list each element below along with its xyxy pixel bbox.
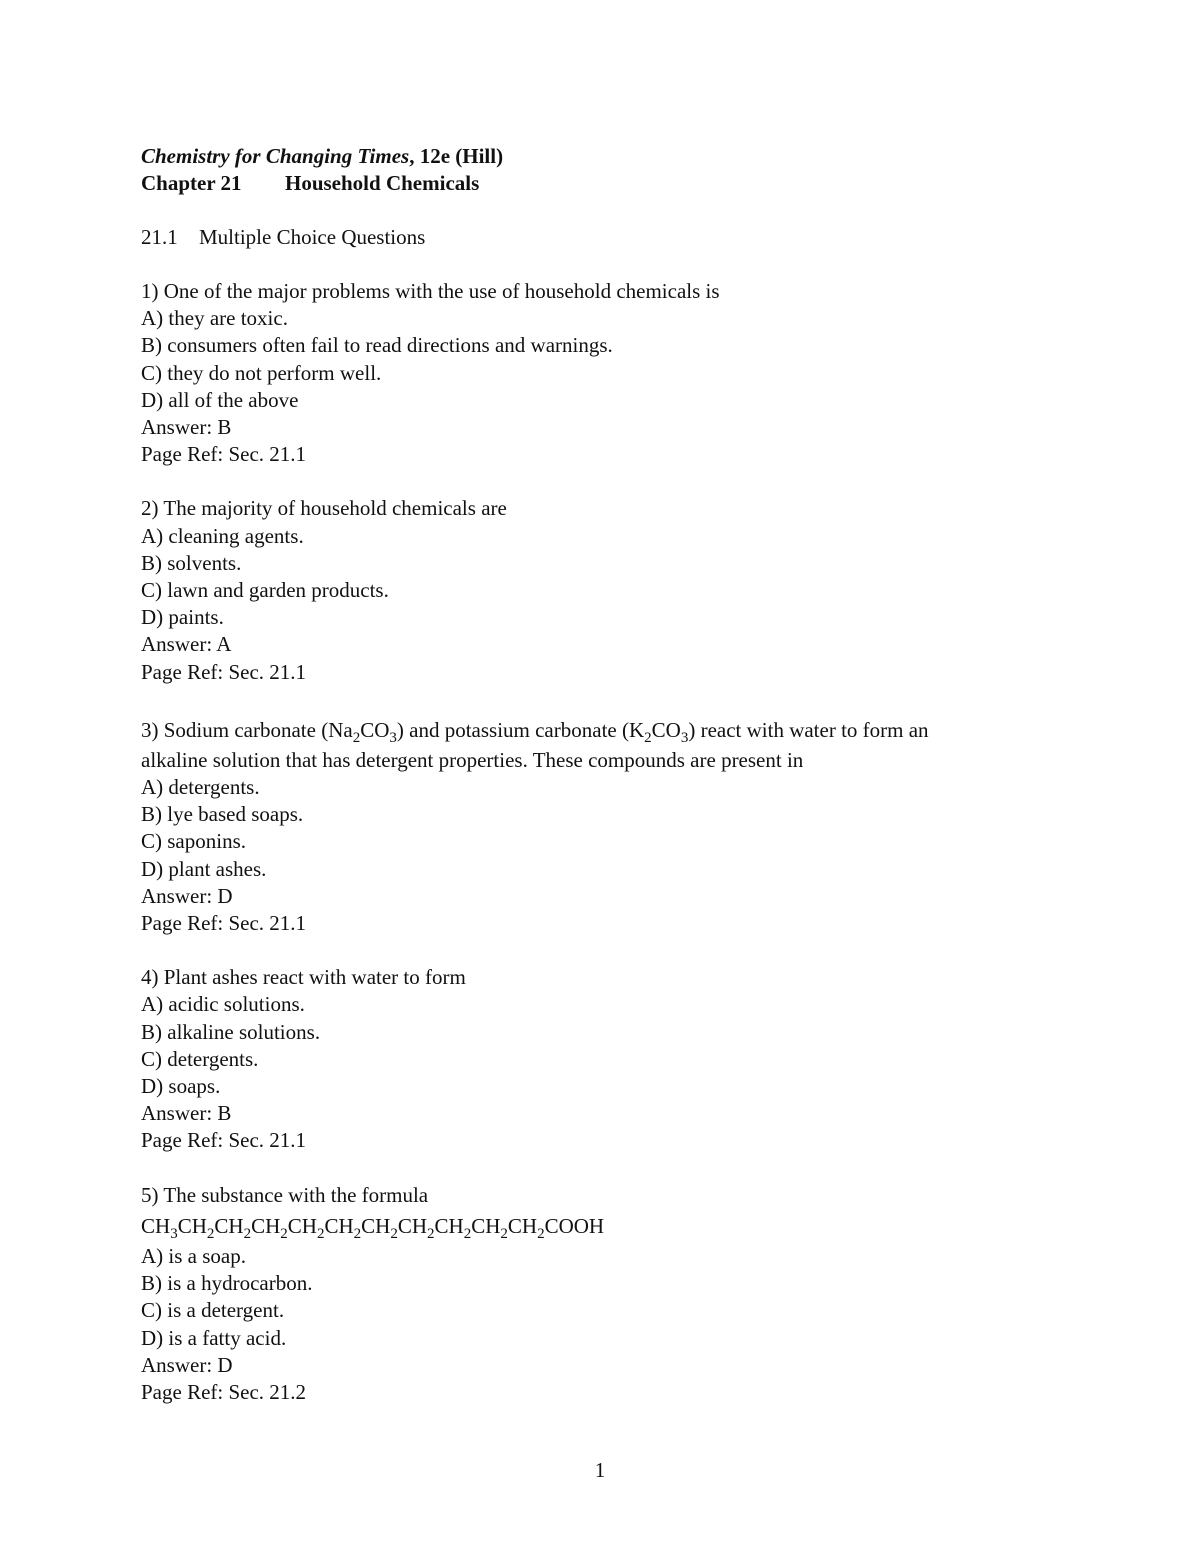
- formula-group: CH: [141, 1213, 171, 1238]
- question-5: [141, 1182, 1101, 1406]
- answer: Answer: B: [141, 415, 232, 440]
- book-title: Chemistry for Changing Times: [141, 144, 410, 168]
- chemical-formula: [141, 1209, 1101, 1243]
- question-2: [141, 495, 1101, 685]
- section-title: Multiple Choice Questions: [199, 225, 426, 249]
- question-stem-line-2: alkaline solution that has detergent properties. These compounds are present in: [141, 747, 804, 772]
- book-title-line: [141, 143, 1101, 170]
- document-page: [141, 143, 1101, 1406]
- subscript: 2: [352, 729, 361, 746]
- option-c: C) saponins.: [141, 829, 246, 854]
- question-3: [141, 713, 1101, 937]
- chapter-heading: [141, 170, 1101, 197]
- page-ref: Page Ref: Sec. 21.2: [141, 1379, 307, 1404]
- formula-group: COOH: [544, 1213, 605, 1238]
- option-b: B) solvents.: [141, 550, 242, 575]
- option-c: C) lawn and garden products.: [141, 578, 389, 603]
- stem-text: ) and potassium carbonate (K: [396, 717, 645, 742]
- option-d: D) is a fatty acid.: [141, 1325, 287, 1350]
- question-stem: 2) The majority of household chemicals are: [141, 496, 507, 521]
- page-number: 1: [594, 1458, 606, 1482]
- option-a: A) detergents.: [141, 775, 260, 800]
- formula-group: CH: [397, 1213, 427, 1238]
- option-c: C) detergents.: [141, 1046, 259, 1071]
- book-edition: , 12e (Hill): [409, 144, 504, 168]
- option-a: A) they are toxic.: [141, 306, 288, 331]
- formula-group: CH: [361, 1213, 391, 1238]
- answer: Answer: D: [141, 1352, 233, 1377]
- question-stem: 4) Plant ashes react with water to form: [141, 965, 466, 990]
- formula-subscript: 2: [316, 1225, 325, 1242]
- stem-text: 3) Sodium carbonate (Na: [141, 717, 353, 742]
- subscript: 2: [644, 729, 652, 746]
- page-ref: Page Ref: Sec. 21.1: [141, 1128, 307, 1153]
- option-a: A) cleaning agents.: [141, 523, 304, 548]
- formula-subscript: 3: [170, 1225, 178, 1242]
- formula-subscript: 2: [206, 1225, 215, 1242]
- formula-subscript: 2: [390, 1225, 398, 1242]
- stem-text: ) react with water to form an: [688, 717, 929, 742]
- option-b: B) consumers often fail to read directions and warnings.: [141, 333, 613, 358]
- question-stem-line-1: [141, 713, 1101, 747]
- formula-group: CH: [251, 1213, 281, 1238]
- page-ref: Page Ref: Sec. 21.1: [141, 659, 307, 684]
- chapter-number: Chapter 21: [141, 171, 242, 195]
- question-1: [141, 278, 1101, 468]
- formula-group: CH: [434, 1213, 464, 1238]
- section-number: 21.1: [141, 225, 178, 249]
- answer: Answer: D: [141, 883, 233, 908]
- subscript: 3: [389, 729, 397, 746]
- option-d: D) plant ashes.: [141, 856, 267, 881]
- page-ref: Page Ref: Sec. 21.1: [141, 442, 307, 467]
- formula-group: CH: [214, 1213, 244, 1238]
- formula-subscript: 2: [353, 1225, 362, 1242]
- formula-subscript: 2: [500, 1225, 508, 1242]
- option-d: D) soaps.: [141, 1074, 221, 1099]
- formula-group: CH: [177, 1213, 207, 1238]
- option-a: A) is a soap.: [141, 1243, 246, 1268]
- stem-text: CO: [651, 717, 681, 742]
- option-b: B) lye based soaps.: [141, 802, 304, 827]
- option-b: B) is a hydrocarbon.: [141, 1271, 313, 1296]
- option-a: A) acidic solutions.: [141, 992, 305, 1017]
- formula-group: CH: [287, 1213, 317, 1238]
- formula-subscript: 2: [537, 1225, 545, 1242]
- question-4: [141, 964, 1101, 1154]
- subscript: 3: [680, 729, 689, 746]
- stem-text: CO: [360, 717, 390, 742]
- formula-subscript: 2: [463, 1225, 472, 1242]
- formula-subscript: 2: [427, 1225, 435, 1242]
- formula-group: CH: [471, 1213, 501, 1238]
- chapter-title: Household Chemicals: [285, 171, 480, 195]
- question-stem: 5) The substance with the formula: [141, 1182, 429, 1207]
- formula-group: CH: [507, 1213, 538, 1238]
- option-b: B) alkaline solutions.: [141, 1019, 321, 1044]
- page-ref: Page Ref: Sec. 21.1: [141, 911, 307, 936]
- option-c: C) they do not perform well.: [141, 360, 382, 385]
- formula-group: CH: [324, 1213, 354, 1238]
- option-c: C) is a detergent.: [141, 1298, 285, 1323]
- section-heading: [141, 224, 1101, 251]
- formula-subscript: 2: [280, 1225, 288, 1242]
- formula-subscript: 2: [243, 1225, 252, 1242]
- answer: Answer: B: [141, 1101, 232, 1126]
- option-d: D) all of the above: [141, 387, 299, 412]
- question-stem: 1) One of the major problems with the use of household chemicals is: [141, 279, 720, 303]
- option-d: D) paints.: [141, 605, 224, 630]
- answer: Answer: A: [141, 632, 232, 657]
